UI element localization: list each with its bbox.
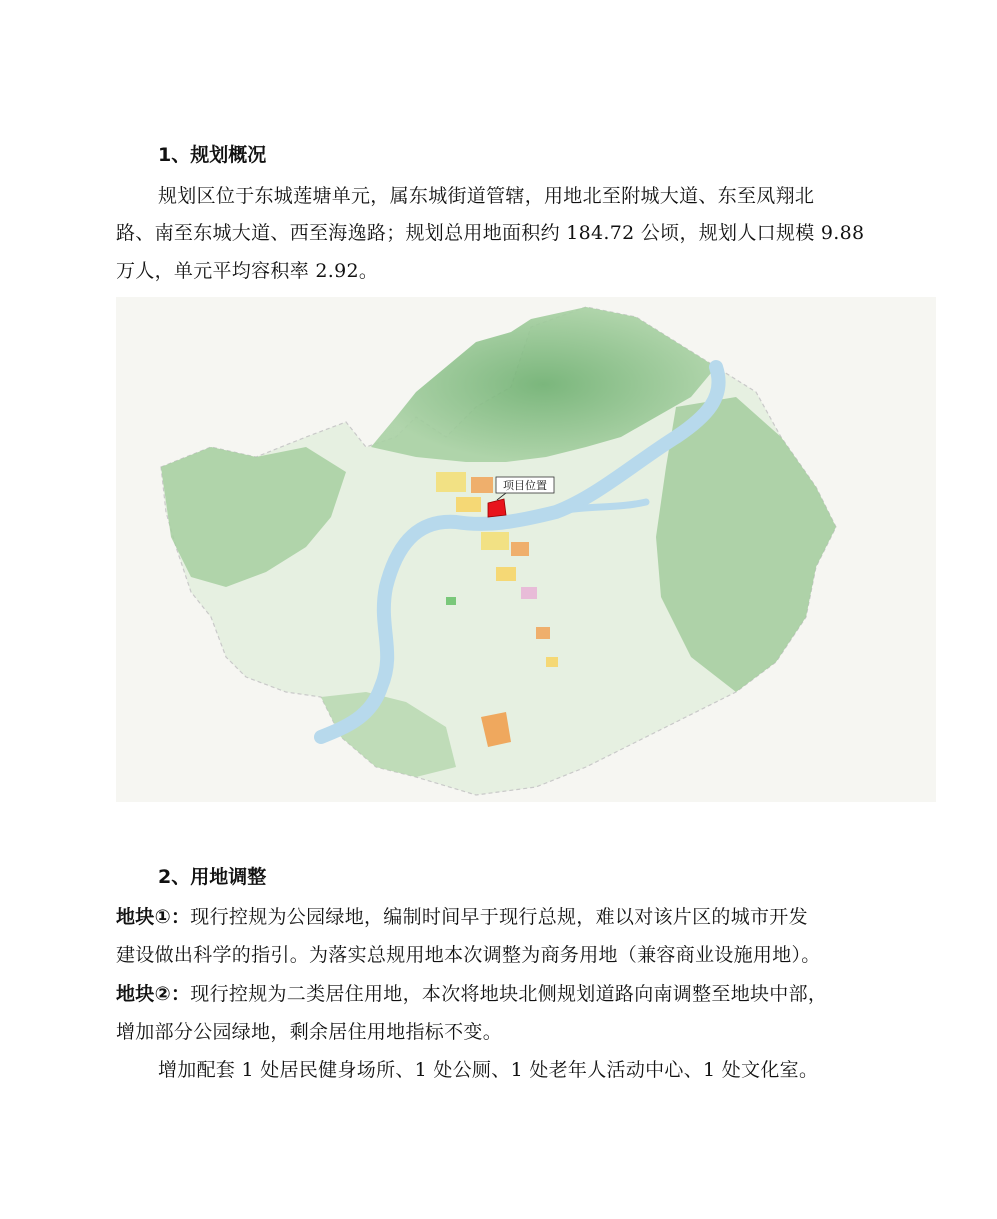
plot2-label: 地块②： (116, 983, 191, 1005)
plot1-line-1 (116, 902, 808, 929)
closing-line: 增加配套 1 处居民健身场所、1 处公厕、1 处老年人活动中心、1 处文化室。 (158, 1059, 819, 1081)
section1-heading: 1、规划概况 (158, 144, 267, 166)
plot1-label: 地块①： (116, 906, 191, 928)
location-map-graphic (116, 297, 936, 802)
plot1-line-2: 建设做出科学的指引。为落实总规用地本次调整为商务用地（兼容商业设施用地）。 (116, 944, 821, 966)
plot2-text-1: 现行控规为二类居住用地，本次将地块北侧规划道路向南调整至地块中部， (190, 983, 828, 1005)
plot2-line-1 (116, 979, 827, 1006)
section1-line-2: 路、南至东城大道、西至海逸路；规划总用地面积约 184.72 公顷，规划人口规模 9.88 (116, 222, 865, 244)
section2-heading: 2、用地调整 (158, 866, 267, 888)
plot2-line-2: 增加部分公园绿地，剩余居住用地指标不变。 (116, 1021, 503, 1043)
plot1-text-1: 现行控规为公园绿地，编制时间早于现行总规，难以对该片区的城市开发 (190, 906, 808, 928)
section1-line-1: 规划区位于东城莲塘单元，属东城街道管辖，用地北至附城大道、东至凤翔北 (158, 185, 815, 207)
project-location-label: 项目位置 (503, 479, 547, 492)
location-map (116, 297, 936, 802)
section1-line-3: 万人，单元平均容积率 2.92。 (116, 260, 379, 282)
